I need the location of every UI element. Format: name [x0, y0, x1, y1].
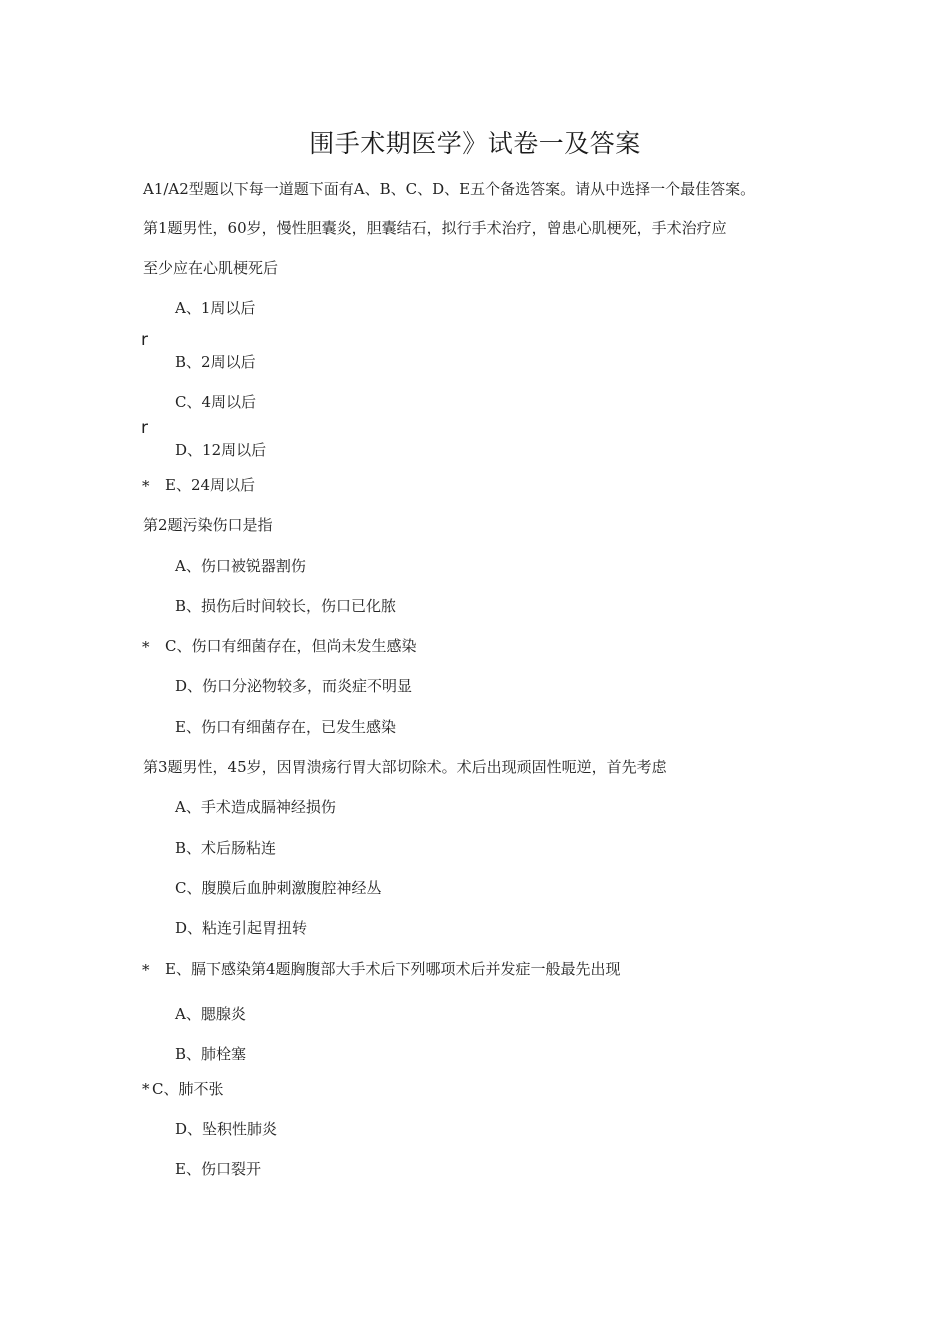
question-3-option-d: D、粘连引起胃扭转 — [175, 919, 308, 937]
question-2-option-c: C、伤口有细菌存在，但尚未发生感染 — [165, 637, 417, 655]
question-3-option-a: A、手术造成膈神经损伤 — [175, 798, 336, 816]
question-1-option-c: C、4周以后 — [175, 393, 257, 411]
question-1-stem-line-2: 至少应在心肌梗死后 — [143, 259, 279, 277]
question-4-option-d: D、坠积性肺炎 — [175, 1120, 278, 1138]
question-1-option-d: D、12周以后 — [175, 441, 267, 459]
document-title: 围手术期医学》试卷一及答案 — [309, 129, 641, 158]
question-3-stem: 第3题男性，45岁，因胃溃疡行胃大部切除术。术后出现顽固性呃逆，首先考虑 — [143, 758, 667, 776]
question-4-option-e: E、伤口裂开 — [175, 1160, 261, 1178]
question-1-option-b: B、2周以后 — [175, 353, 256, 371]
answer-mark: * — [142, 638, 150, 656]
question-1-option-a: A、1周以后 — [175, 299, 256, 317]
instructions-text: A1/A2型题以下每一道题下面有A、B、C、D、E五个备选答案。请从中选择一个最佳答案。 — [143, 180, 756, 198]
question-1-option-e: E、24周以后 — [165, 476, 256, 494]
question-3-option-b: B、术后肠粘连 — [175, 839, 277, 857]
answer-mark: * — [142, 961, 150, 979]
question-2-option-d: D、伤口分泌物较多，而炎症不明显 — [175, 677, 413, 695]
question-2-option-a: A、伤口被锐器割伤 — [175, 557, 306, 575]
question-4-option-c: C、肺不张 — [152, 1080, 224, 1098]
question-1-stem-line-1: 第1题男性，60岁，慢性胆囊炎，胆囊结石，拟行手术治疗，曾患心肌梗死，手术治疗应 — [143, 219, 727, 237]
question-2-option-b: B、损伤后时间较长，伤口已化脓 — [175, 597, 397, 615]
question-4-option-b: B、肺栓塞 — [175, 1045, 247, 1063]
answer-mark: * — [142, 477, 150, 495]
question-2-option-e: E、伤口有细菌存在，已发生感染 — [175, 718, 396, 736]
answer-mark: * — [142, 1080, 150, 1098]
tick-mark: r — [141, 418, 148, 438]
question-3-option-c: C、腹膜后血肿刺激腹腔神经丛 — [175, 879, 382, 897]
question-3-option-e-and-question-4-stem: E、膈下感染第4题胸腹部大手术后下列哪项术后并发症一般最先出现 — [165, 960, 621, 978]
tick-mark: r — [141, 330, 148, 350]
question-4-option-a: A、腮腺炎 — [175, 1005, 246, 1023]
question-2-stem: 第2题污染伤口是指 — [143, 516, 273, 534]
